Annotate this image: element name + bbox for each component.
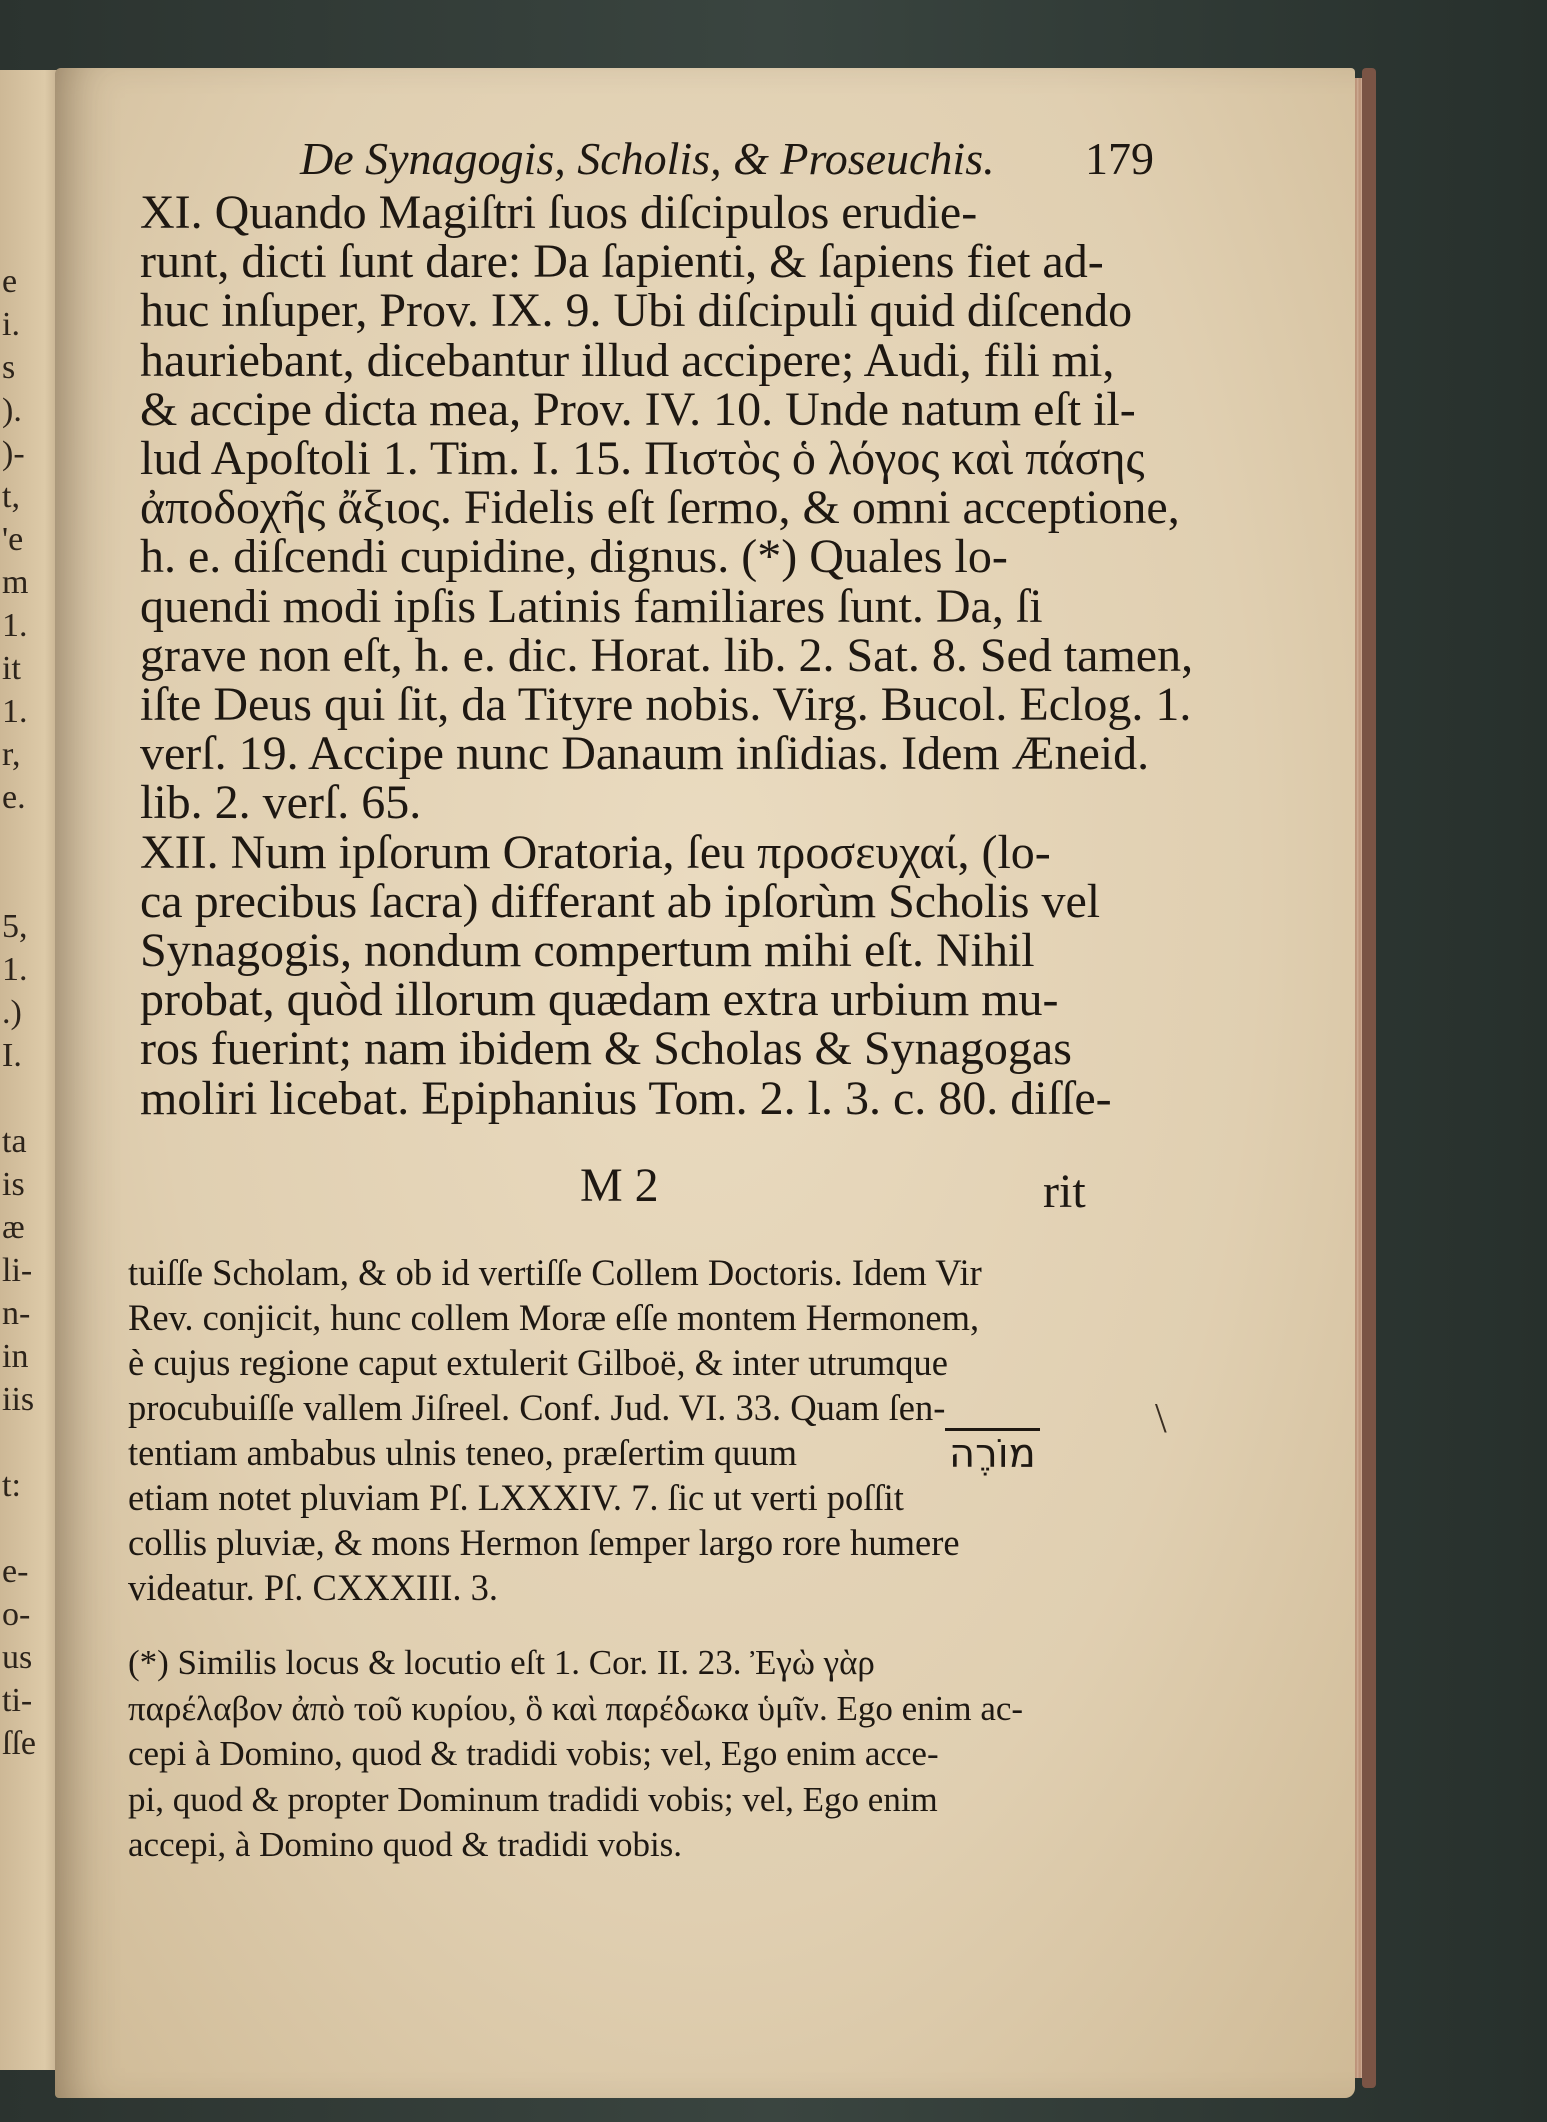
left-page-text-fragments: e i. s ). )- t, 'e m 1. it 1. r, e. 5, 1. .) I. ta is æ li- n- in iis t: e- o- us ti- ſſe [2, 263, 36, 1762]
footnote [128, 1640, 1023, 1868]
pasted-text-line: etiam notet pluviam Pſ. LXXXIV. 7. ſic ut verti poſſit [128, 1477, 904, 1518]
main-text-line: hauriebant, dicebantur illud accipere; Audi, fili mi, [140, 333, 1115, 387]
main-text-line: lud Apoſtoli 1. Tim. I. 15. Πιστὸς ὁ λόγος καὶ πάσης [140, 432, 1145, 486]
main-text-line: iſte Deus qui ſit, da Tityre nobis. Virg. Bucol. Eclog. 1. [140, 678, 1192, 732]
catchword: rit [1043, 1165, 1086, 1218]
main-text-line: huc inſuper, Prov. IX. 9. Ubi diſcipuli quid diſcendo [140, 284, 1133, 338]
signature-mark: M 2 [580, 1159, 659, 1212]
main-text-line: Synagogis, nondum compertum mihi eſt. Nihil [140, 924, 1035, 978]
main-text-line: XII. Num ipſorum Oratoria, ſeu προσευχαί, (lo- [140, 825, 1051, 879]
main-text-line: lib. 2. verſ. 65. [140, 776, 422, 830]
pasted-text-line: videatur. Pſ. CXXXIII. 3. [128, 1567, 499, 1608]
main-text-line: & accipe dicta mea, Prov. IV. 10. Unde natum eſt il- [140, 382, 1136, 436]
main-text-line: moliri licebat. Epiphanius Tom. 2. l. 3. c. 80. diſſe- [140, 1071, 1112, 1125]
main-text-line: grave non eſt, h. e. dic. Horat. lib. 2. Sat. 8. Sed tamen, [140, 628, 1194, 682]
main-text-line: ca precibus ſacra) differant ab ipſorùm Scholis vel [140, 874, 1101, 928]
footnote-line: cepi à Domino, quod & tradidi vobis; vel, Ego enim acce- [128, 1734, 939, 1773]
pasted-text-line: procubuiſſe vallem Jiſreel. Conf. Jud. VI. 33. Quam ſen- [128, 1387, 946, 1428]
main-text-line: runt, dicti ſunt dare: Da ſapienti, & ſapiens fiet ad- [140, 235, 1104, 289]
ink-mark: \ [1155, 1396, 1167, 1442]
page-number: 179 [1085, 133, 1154, 184]
footnote-line: παρέλαβον ἀπὸ τοῦ κυρίου, ὃ καὶ παρέδωκα ὑμῖν. Ego enim ac- [128, 1688, 1024, 1728]
pasted-text-line: tuiſſe Scholam, & ob id vertiſſe Collem Doctoris. Idem Vir [128, 1252, 982, 1293]
main-text-line: probat, quòd illorum quædam extra urbium mu- [140, 973, 1059, 1027]
footnote-line: pi, quod & propter Dominum tradidi vobis; vel, Ego enim [128, 1779, 938, 1819]
pasted-text-block [128, 1250, 982, 1610]
main-text-line: h. e. diſcendi cupidine, dignus. (*) Quales lo- [140, 530, 1008, 584]
footnote-line: accepi, à Domino quod & tradidi vobis. [128, 1825, 683, 1864]
main-text-line: ros fuerint; nam ibidem & Scholas & Synagogas [140, 1022, 1072, 1076]
footnote-line: (*) Similis locus & locutio eſt 1. Cor. II. 23. Ἐγὼ γὰρ [128, 1643, 875, 1682]
hebrew-word: מוֹרֶה [945, 1428, 1040, 1477]
main-text [140, 188, 1193, 1123]
main-text-line: ἀποδοχῆς ἄξιος. Fidelis eſt ſermo, & omni acceptione, [140, 481, 1180, 535]
pasted-text-line: tentiam ambabus ulnis teneo, præſertim quum [128, 1432, 798, 1473]
pasted-text-line: Rev. conjicit, hunc collem Moræ eſſe montem Hermonem, [128, 1297, 980, 1338]
pasted-text-line: collis pluviæ, & mons Hermon ſemper largo rore humere [128, 1522, 960, 1563]
main-text-line: XI. Quando Magiſtri ſuos diſcipulos erudie- [140, 186, 978, 239]
pasted-text-line: è cujus regione caput extulerit Gilboë, & inter utrumque [128, 1342, 948, 1383]
running-head: De Synagogis, Scholis, & Proseuchis. [300, 133, 995, 184]
main-text-line: quendi modi ipſis Latinis familiares ſunt. Da, ſi [140, 579, 1043, 633]
main-text-line: verſ. 19. Accipe nunc Danaum inſidias. Idem Æneid. [140, 727, 1150, 781]
